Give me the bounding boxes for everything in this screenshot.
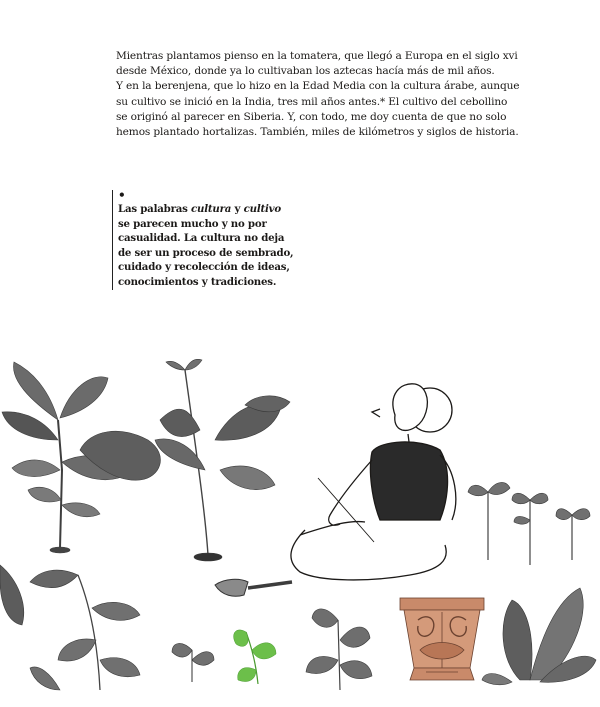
leafy-plant-icon xyxy=(2,362,160,553)
seedling-icon xyxy=(155,359,290,561)
paragraph-line: se originó al parecer en Siberia. Y, con todo, me doy cuenta de que no solo xyxy=(116,110,507,123)
paragraph-line: hemos plantado hortalizas. También, miles de kilómetros y siglos de historia. xyxy=(116,126,519,139)
note-line: casualidad. La cultura no deja xyxy=(118,232,285,245)
main-paragraph xyxy=(116,49,546,140)
note-line: cuidado y recolección de ideas, xyxy=(118,261,290,274)
garden-illustration xyxy=(0,340,600,707)
paragraph-line: Y en la berenjena, que lo hizo en la Edad Media con la cultura árabe, aunque xyxy=(116,80,520,93)
note-line: se parecen mucho y no por xyxy=(118,217,267,230)
paragraph-line: Mientras plantamos pienso en la tomatera, que llegó a Europa en el siglo xvi xyxy=(116,50,518,62)
note-line: conocimientos y tradiciones. xyxy=(118,275,277,288)
note-marker: • xyxy=(118,188,126,202)
lettuce-icon xyxy=(482,588,596,685)
corinthian-capital-icon xyxy=(400,598,484,680)
paragraph-line: desde México, donde ya lo cultivaban los aztecas hacía más de mil años. xyxy=(116,65,495,78)
seedling-icon xyxy=(468,482,590,565)
side-note xyxy=(112,190,308,290)
leafy-plant-icon xyxy=(306,609,372,690)
leafy-plant-icon xyxy=(172,643,214,682)
sprout-icon xyxy=(234,630,276,684)
woman-gardener-icon xyxy=(291,384,456,580)
leafy-plant-icon xyxy=(0,565,140,690)
note-first-line: Las palabras cultura y cultivo xyxy=(118,203,281,215)
paragraph-line: su cultivo se inició en la India, tres mil años antes.* El cultivo del cebollino xyxy=(116,95,508,108)
trowel-icon xyxy=(215,579,292,596)
note-line: de ser un proceso de sembrado, xyxy=(118,246,294,259)
